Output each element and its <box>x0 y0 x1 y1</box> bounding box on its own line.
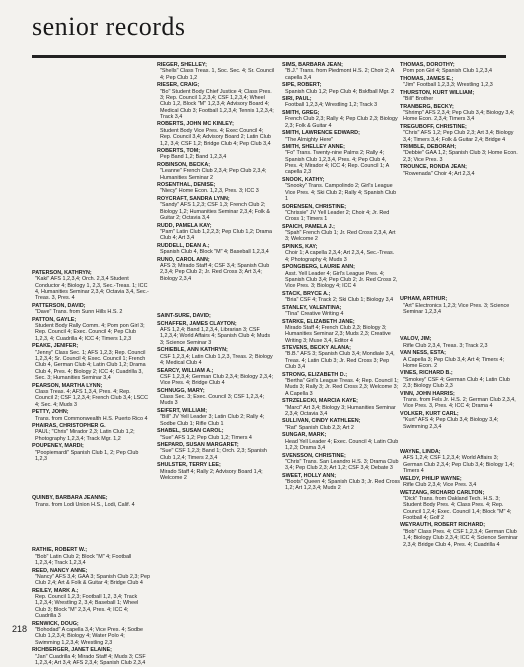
student-name: SMITH, GREG; <box>282 109 320 116</box>
section-gap <box>32 509 150 547</box>
student-activities: "Chris" Trans. San Leandro H.S. 3; Drama Club 3,4; Pep Club 2,3; Art 1,2; CSF 3,4; Debate 3 <box>285 458 399 472</box>
records-column-2 <box>157 62 275 483</box>
student-name: PHAIRAS, CHRISTOPHER G. <box>32 423 106 430</box>
student-activities: "Debbie" GAA 1,2; Spanish Club 3; Home Econ. 2,3; Vice Pres. 3 <box>403 150 518 163</box>
student-name: RATHIE, ROBERT W.; <box>32 547 88 554</box>
student-activities: "Bohodad" A capella 3,4; Vice Pres. 4; Sodbe Club 1,2,3,4; Biology 4; Water Polo 4; Swimming 1,2,3,4; Wrestling 2,3 <box>35 627 144 646</box>
student-name: SPAICH, PAMELA J.; <box>282 223 335 230</box>
student-activities: "Dave" Trans. from Sunn Hills H.S. 2 <box>35 309 123 316</box>
student-activities: Trans. from Commonwealth H.S. Puerto Rico 4 <box>35 415 148 422</box>
student-name: WELDY, PHILIP WAYNE; <box>400 475 462 482</box>
student-activities: "Dick" Trans. from Oakland Tech. H.S. 3; Student Body Pres. 4; Class Pres. 4; Rep. Council 1,2,4; Exec. Council 1,4; Block "M" 4; Football 4; Golf 2 <box>403 495 512 521</box>
student-activities: "Fo" Trans. Twenty-nine Palms 2; Rally 4; Spanish Club 1,2,3,4, Pres. 4; Pep Club 4, Pres. 4; Mirador 4; ICC 4; Rep. Council 1; A capella 2,3 <box>285 150 389 176</box>
senior-record-entry <box>32 343 150 381</box>
student-name: STARKE, ELIZABETH JANE; <box>282 318 355 325</box>
student-name: WETZANG, RICHARD CARLTON; <box>400 489 485 496</box>
student-activities: Mirado Staff 4; Rally 2; Advisory Board 1,4; Welcome 2 <box>160 468 263 481</box>
student-name: SIMS, BARBARA JEAN; <box>282 62 343 68</box>
student-activities: "Pam" Latin Club 1,2,2,3; Pep Club 1,2; Drama Club 4; Art 3,4 <box>160 228 272 242</box>
student-activities: AFS 1,2,4; Band 1,2,3,4, Librarian 3; CSF 1,2,3,4; World Affairs 4; Spanish Club 4; Muds 3; Science Seminar 3 <box>160 327 271 346</box>
senior-record-entry <box>400 449 518 474</box>
student-name: SNOOK, KATHY; <box>282 176 325 183</box>
student-activities: Spanish Club 4, Block "M" 4; Baseball 1,2,3,4 <box>160 249 269 256</box>
senior-record-entry <box>32 317 150 342</box>
senior-record-entry <box>32 568 150 587</box>
student-activities: Trans. from Lodi Union H.S., Lodi, Calif. 4 <box>35 501 135 508</box>
senior-record-entry <box>282 82 400 95</box>
senior-record-entry <box>157 62 275 81</box>
student-activities: CSF 1,2,3,4; German Club 2,3,4; Biology 2,3,4; Vice Pres. 4; Bridge Club 4 <box>160 373 273 387</box>
student-name: PATTERSON, DAVID; <box>32 302 86 309</box>
student-name: VINN, JOHN HARRIS; <box>400 390 455 397</box>
page-number: 218 <box>12 624 28 634</box>
student-name: SVENSSON, CHRISTINE; <box>282 452 346 459</box>
student-name: QUINBY, BARBARA JEANNE; <box>32 495 108 502</box>
student-name: SPINKS, KAY; <box>282 243 318 250</box>
student-name: PATERSON, KATHRYN; <box>32 270 92 276</box>
student-activities: "Bob" Class Pres. 4; CSF 1,2,3,4; German Club 1,4; Biology Club 2,3,4; ICC 4; Science Seminar 2,3,4; Bridge Club 4, Pres. 4; Cuadrilla 4 <box>403 528 518 548</box>
senior-record-entry <box>32 588 150 620</box>
student-activities: PAUL; "Chris" Mirador 2,3; Latin Club 1,2; Photography 1,2,3,4; Track Mgr. 1,2 <box>35 429 135 442</box>
senior-record-entry <box>32 621 150 646</box>
student-name: ROSENTHAL, DENISE; <box>157 182 216 189</box>
student-activities: "Bertha" Girl's League Treas. 4; Rep. Council 1; Muds 3; Rally 3; Jr. Red Cross 2,3; Welcome 3; A Capella 3 <box>285 377 399 397</box>
senior-record-entry <box>32 303 150 316</box>
student-name: PETTY, JOHN; <box>32 409 69 416</box>
student-name: RUNO, CAROL ANN; <box>157 256 210 263</box>
senior-record-entry <box>282 144 400 176</box>
senior-record-entry <box>282 204 400 223</box>
section-gap <box>32 62 150 270</box>
student-name: SORENSEN, CHRISTINE; <box>282 203 347 210</box>
student-name: TREGUBOFF, CHRISTINE; <box>400 123 467 130</box>
senior-record-entry <box>282 418 400 431</box>
student-activities: Asst. Yell Leader 4; Girl's League Pres. 4; Spanish Club 3,4; Pep Club 2; Jr. Red Cross 2, Vice Pres. 3; Biology 4; ICC 4 <box>285 270 398 290</box>
senior-record-entry <box>400 104 518 123</box>
senior-record-entry <box>282 305 400 318</box>
senior-record-entry <box>157 243 275 256</box>
student-name: RIEGER, SHELLEY; <box>157 62 207 68</box>
student-activities: "Marci" Art 3,4; Biology 3; Humanities Seminar 2,3,4; Octavia 3,4 <box>285 404 396 417</box>
student-activities: "Tina" Creative Writing 4 <box>285 310 344 317</box>
student-name: POUPENEY, MARDI; <box>32 443 84 450</box>
senior-record-entry <box>32 495 150 508</box>
student-activities: "Poopiemardi" Spanish Club 1, 2; Pep Club 1,2,3 <box>35 449 139 462</box>
senior-record-entry <box>157 148 275 161</box>
student-activities: Pom pon Girl 4; Spanish Club 1,2,3,4 <box>403 68 492 75</box>
student-activities: "Smokey" CSF 4; German Club 4; Latin Club 2,3; Biology Club 2,3 <box>403 376 510 390</box>
section-gap <box>400 316 518 336</box>
student-name: TROUNCE, RONDA JEAN; <box>400 164 467 171</box>
student-name: STRONG, ELIZABETH D.; <box>282 371 347 378</box>
senior-record-entry <box>400 490 518 522</box>
senior-record-entry <box>157 182 275 195</box>
senior-record-entry <box>32 270 150 302</box>
student-activities: Student Body Rally Comm. 4; Pom pon Girl 3; Rep. Council 4; Exec. Council 4; Pep Club 1,2,3, 4; Cuadrilla 4; ICC 4; Timers 1,2,3 <box>35 323 145 342</box>
student-activities: "Bria" CSF 4; Track 2; Ski Club 1; Biology 3,4 <box>285 297 394 304</box>
senior-record-entry <box>157 408 275 427</box>
student-activities: AFS 1,2,4; CSF 1,2,3,4; World Affairs 3; German Club 2,3,4; Pep Club 3,4; Biology 1,4; Timers 4 <box>403 455 514 475</box>
senior-record-entry <box>282 96 400 109</box>
student-name: SHABEL, SUSAN CAROL; <box>157 428 224 435</box>
student-name: SIPE, ROBERT; <box>282 82 322 89</box>
student-name: RUDD, PAMELA KAY; <box>157 222 212 229</box>
student-name: ROBERTS, TOM; <box>157 148 201 155</box>
student-activities: "Kurt" AFS 4; Pep Club 3,4; Biology 3,4; Swimming 2,3,4 <box>403 417 499 430</box>
senior-record-entry <box>282 319 400 344</box>
records-column-4 <box>400 62 518 549</box>
student-name: WAYNE, LINDA; <box>400 449 441 456</box>
student-activities: "Jim" Football 1,2,3,3; Wrestling 1,2,3 <box>403 82 493 89</box>
student-name: SIRI, PAUL; <box>282 96 312 103</box>
student-name: UPHAM, ARTHUR; <box>400 296 448 303</box>
student-name: TRANBERG, BECKY; <box>400 103 454 110</box>
student-activities: "Boots" Queen 4; Spanish Club 3; Jr. Red Cross 1,2; Art 1,2,3,4; Muds 2 <box>285 479 400 492</box>
student-name: STRZELECKI, MARCIA KAYE; <box>282 398 358 405</box>
senior-record-entry <box>32 409 150 422</box>
senior-record-entry <box>282 110 400 129</box>
student-name: WEYRAUTH, ROBERT RICHARD; <box>400 522 486 529</box>
student-name: STEVENS, BECKY ALANA; <box>282 345 351 352</box>
student-name: THURSTON, KURT WILLIAM; <box>400 89 475 96</box>
student-activities: Head Yell Leader 4; Exec. Council 4; Latin Club 1,2,3; Drama 3,4 <box>285 438 399 451</box>
student-activities: Rep. Council 1,2,3; Football 1,2, 3,4; Track 1,2,3,4; Wrestling 2, 3,4; Baseball 1; Wheel Club 3; Block "M" 2,3,4, Pres. 4; ICC 4; Cuadrilla 3 <box>35 594 139 620</box>
senior-record-entry <box>282 291 400 304</box>
records-column-1 <box>32 62 150 667</box>
student-activities: Spanish Club 1,2; Pep Club 4; Bskfball Mgr. 2 <box>285 88 395 95</box>
senior-record-entry <box>400 370 518 389</box>
student-name: SMITH, SHELLEY ANNE; <box>282 144 345 151</box>
senior-record-entry <box>400 336 518 349</box>
student-name: STACK, BRYCE A.; <box>282 290 331 297</box>
student-activities: "B.B." AFS 3; Spanish Club 3,4; Mondiale 3,4, Treas. 4; Latin Club 3; Jr. Red Cross 3; Pep Club 3,4 <box>285 351 395 371</box>
student-activities: AFS 3; Mirado Staff 4; CSF 3,4; Spanish Club 2,3,4; Pep Club 2; Jr. Red Cross 3; Art 3,4; Biology 2,3,4 <box>160 263 270 282</box>
student-activities: "Snooky" Trans. Campolindo 2; Girl's League Vice Pres. 4; Ski Club 2; Rally 4; Spanish Club 1 <box>285 183 397 202</box>
student-name: PATTON, GAYLE; <box>32 316 77 323</box>
senior-record-entry <box>400 164 518 177</box>
student-name: RICHBERGER, JANET ELAINE; <box>32 647 112 654</box>
student-activities: French Club 2,3; Rally 4; Pep Club 2,3; Biology 2,3; Folk & Guitar 4 <box>285 116 398 129</box>
student-name: VOLKER, KURT CARL; <box>400 410 459 417</box>
student-name: ROBINSON, BECKA; <box>157 161 211 168</box>
senior-record-entry <box>157 313 275 319</box>
student-name: SHULSTER, TERRY LEE; <box>157 462 221 469</box>
student-activities: Student Body Vice Pres. 4; Exec Council 4; Rep. Council 3,4; Advisory Board 2; Latin Club 1,2, 3,4; CSF 1,2; Bridge Club 4; Pep Club 3,4 <box>160 127 271 147</box>
student-name: VINES, RICHARD B.; <box>400 370 453 377</box>
senior-record-entry <box>400 296 518 315</box>
student-name: SCHAFFER, JAMES CLAYTON; <box>157 320 237 327</box>
student-name: SEARCY, WILLIAM A.; <box>157 367 214 374</box>
student-activities: Class Sec. 3; Exec. Council 3; CSF 1,2,3,4; Muds 3 <box>160 394 264 407</box>
student-name: THOMAS, JAMES E.; <box>400 75 454 82</box>
student-activities: Mirado Staff 4; French Club 2,3; Biology 3; Humanities Seminar 2,3; Muds 2,3; Creative Writing 3; Muse 3,4, Editor 4 <box>285 324 391 344</box>
senior-record-entry <box>282 264 400 289</box>
student-activities: "Leanne" French Club 2,3,4; Pep Club 2,3,4; Humanities Seminar 2 <box>160 168 267 181</box>
senior-record-entry <box>282 453 400 472</box>
senior-record-entry <box>400 76 518 89</box>
senior-record-entry <box>282 62 400 81</box>
senior-record-entry <box>282 130 400 143</box>
senior-record-entry <box>32 547 150 566</box>
student-activities: "Jan" Cuadrilla 4; Mirado Staff 4; Muds 3; CSF 1,2,3,4; Art 3,4; AFS 2,3,4; Spanish Club 2,3,4 <box>35 653 146 666</box>
senior-record-entry <box>400 124 518 143</box>
senior-record-entry <box>282 345 400 370</box>
student-name: SCHNUGG, MARY; <box>157 387 205 394</box>
student-activities: Rifle Club 2,3,4; Vice Pres. 3,4 <box>403 482 477 489</box>
senior-record-entry <box>157 347 275 366</box>
student-activities: "Niecy" Home Econ. 1,2,3, Pres. 3; ICC 3 <box>160 188 259 195</box>
student-name: ROYCRAFT, SANDRA LYNN; <box>157 196 230 202</box>
student-activities: CSF 1,2,3,4; Latin Club 1,2,3, Treas. 2; Biology 4; Medical Club 4 <box>160 353 273 366</box>
senior-record-entry <box>400 62 518 75</box>
student-name: SUNGAR, MARK; <box>282 432 327 439</box>
student-name: SMITH, LAWRENCE EDWARD; <box>282 130 360 137</box>
senior-record-entry <box>157 462 275 481</box>
student-name: PEARSON, MARTHA LYNN; <box>32 382 103 389</box>
page-title: senior records <box>32 12 186 41</box>
student-name: VALOV, JIM; <box>400 336 432 343</box>
student-activities: Football 1,2,3,4; Wrestling 1,2; Track 3 <box>285 102 378 109</box>
student-name: VAN NESS, ESTA; <box>400 350 446 357</box>
senior-record-entry <box>400 391 518 410</box>
student-activities: "Jenny" Class Sec. 1; AFS 1,2,3; Rep. Council 1,2,3,4; Sr. Council 4; Exec. Council 1; French Club 4, German Club 4; Latin Club 1,2; Drama Club 4, Pres. 4; Biology 2; ICC 4; Cuadrilla 3, Sec. 3; Humanities Seminar 3,4 <box>35 349 146 382</box>
senior-record-entry <box>282 432 400 451</box>
student-name: SPONGBERG, LAURIE ANN; <box>282 264 355 271</box>
senior-record-entry <box>282 177 400 202</box>
student-name: RIESER, CRAIG; <box>157 82 200 89</box>
student-activities: Trans. from Fels Jr. H.S. 2; German Club 2,3,4, Vice Pres. 3, Pres. 4; ICC 4; Drama 4 <box>403 397 516 410</box>
section-gap <box>400 431 518 449</box>
student-activities: Pep Band 1,2; Band 1,2,3,4 <box>160 154 227 161</box>
student-name: PEAKE, JENIFER; <box>32 343 79 350</box>
student-activities: "Rowenada" Choir 4; Art 2,3,4 <box>403 170 475 177</box>
senior-record-entry <box>282 224 400 243</box>
student-name: SCHIEBLE, ANN KATHRYN; <box>157 347 228 354</box>
senior-record-entry <box>157 368 275 387</box>
senior-record-entry <box>400 522 518 547</box>
senior-record-entry <box>400 144 518 163</box>
section-gap <box>32 463 150 495</box>
senior-record-entry <box>32 647 150 666</box>
senior-record-entry <box>282 473 400 492</box>
student-name: TRIMBLE, DEBORAH; <box>400 144 456 151</box>
student-activities: "Rat" Spanish Club 2,3; Art 2 <box>285 424 354 431</box>
senior-record-entry <box>157 196 275 221</box>
student-activities: "Chrissie" JV Yell Leader 2; Choir 4; Jr. Red Cross 1; Timers 1 <box>285 209 390 223</box>
student-activities: "Bill" JV Yell Leader 3; Latin Club 2; Rally 4; Sodbe Club 1; Rifle Club 1 <box>160 414 265 427</box>
senior-record-entry <box>157 321 275 346</box>
section-gap <box>400 178 518 296</box>
senior-record-entry <box>400 476 518 489</box>
student-activities: "Chris" AFS 1,2; Pep Club 2,3; Art 3,4; Biology 3,4; Timers 3,4; Folk & Guitar 2,4; Bridge 4 <box>403 130 514 143</box>
student-activities: "Bill" Brother <box>403 96 434 103</box>
records-column-3 <box>282 62 400 493</box>
student-activities: "Nancy" AFS 3,4; GAA 3; Spanish Club 2,3; Pep Club 2,4; Art & Folk & Guitar 4; Bridge Club 4 <box>35 573 150 587</box>
student-activities: "Shrimp" AFS 2,3,4; Pep Club 3,4; Biology 3,4; Home Econ. 2,3,4; Timers 3,4 <box>403 109 515 123</box>
student-name: STANLEY, VALENTINA; <box>282 304 342 311</box>
student-activities: "Bob" Latin Club 2; Block "M" 4; Football 1,2,3,4; Track 1,2,3,4 <box>35 553 132 567</box>
senior-record-entry <box>157 82 275 120</box>
student-activities: A Capella 3; Pep Club 3,4; Art 4; Timers 4; Home Econ. 2 <box>403 356 504 369</box>
student-name: SAINT-SURE, DAVID; <box>157 313 211 320</box>
senior-record-entry <box>157 442 275 461</box>
student-activities: "Shells" Class Treas. 1, Soc. Sec. 4; Sr. Council 4; Pep Club 1,2 <box>160 68 275 81</box>
senior-record-entry <box>282 398 400 417</box>
student-activities: "Art" Electronics 1,2,3; Vice Pres. 3; Science Seminar 1,2,3,4 <box>403 302 510 315</box>
student-activities: "The Almighty Here" <box>285 136 334 143</box>
student-activities: "Bo" Student Body Chief Justice 4; Class Pres. 3; Rep. Council 1,2,3,4; CSF 1,2,3,4; Wheel Club 1,2, Block "M" 1,2,3,4; Advisory Board 4; Medical Club 3; Football 1,2,3,4; Tennis 1,2,3,4; Track 3,4 <box>160 88 274 120</box>
student-name: SULLIVAN, CINDY KATHLEEN; <box>282 418 361 425</box>
student-name: REED, NANCY ANNE; <box>32 567 88 574</box>
senior-record-entry <box>157 162 275 181</box>
student-activities: "Sue" AFS 1,2; Pep Club 1,2; Timers 4 <box>160 434 252 441</box>
student-activities: "Spah" French Club 1; Jr. Red Cross 2,3,4, Art 3; Welcome 2 <box>285 230 396 243</box>
student-name: RUDDELL, DEAN A.; <box>157 242 210 249</box>
senior-record-entry <box>157 223 275 242</box>
senior-record-entry <box>157 428 275 441</box>
senior-record-entry <box>400 411 518 430</box>
student-name: SEIFERT, WILLIAM; <box>157 407 208 414</box>
student-activities: "Sandy" AFS 1,2,3; CSF 1,3; French Club 2; Biology 1,2; Humanities Seminar 2,3,4; Folk & Guitar 2; Octavia 3,4 <box>160 202 270 222</box>
student-activities: "Kaki" AFS 1,2,3,4; Orch. 2,3,4 Student Conductor 4; Biology 1, 2,3, Sec.-Treas. 1; ICC 4, Humanities Seminar 2,3,4; Octavia 3,4, Sec.-Treas. 3, Pres. 4 <box>35 276 149 302</box>
senior-record-entry <box>32 423 150 442</box>
section-gap <box>157 283 275 313</box>
student-name: THOMAS, DOROTHY; <box>400 62 455 68</box>
senior-record-entry <box>157 388 275 407</box>
student-activities: "B.J." Trans. from Piedmont H.S. 2; Choir 2; A capella 3,4 <box>285 68 394 81</box>
senior-record-entry <box>282 372 400 397</box>
senior-record-entry <box>32 443 150 462</box>
title-rule <box>32 55 506 58</box>
student-activities: Rifle Club 2,3,4, Treas. 3; Track 2,3 <box>403 342 488 349</box>
senior-record-entry <box>157 121 275 146</box>
student-activities: "Sue" CSF 1,2,3; Band 1; Orch. 2,3; Spanish Club 1,2,4; Timers 2,3,4 <box>160 448 267 461</box>
senior-record-entry <box>282 244 400 263</box>
senior-record-entry <box>400 90 518 103</box>
senior-record-entry <box>32 383 150 408</box>
student-name: REILEY, MARK A.; <box>32 587 79 594</box>
student-name: SHEPARD, SUSAN MARGARET; <box>157 442 239 449</box>
student-name: SWEET, HOLLY ANN; <box>282 472 337 479</box>
senior-record-entry <box>400 350 518 369</box>
student-activities: Choir 1; A capella 2,3,4; Art 2,3,4, Sec.-Treas. 4; Photography 4; Muds 3 <box>285 250 395 263</box>
student-activities: Class Treas. 4; AFS 1,3,4, Pres. 4; Rep. Council 2; CSF 1,2,3,4; French Club 3,4; LSCC 4; Sec. 4; Muds 3 <box>35 388 148 408</box>
student-name: ROBERTS, JOHN MC KINLEY; <box>157 121 234 128</box>
student-name: RENWICK, DOUG; <box>32 620 79 627</box>
senior-record-entry <box>157 257 275 282</box>
